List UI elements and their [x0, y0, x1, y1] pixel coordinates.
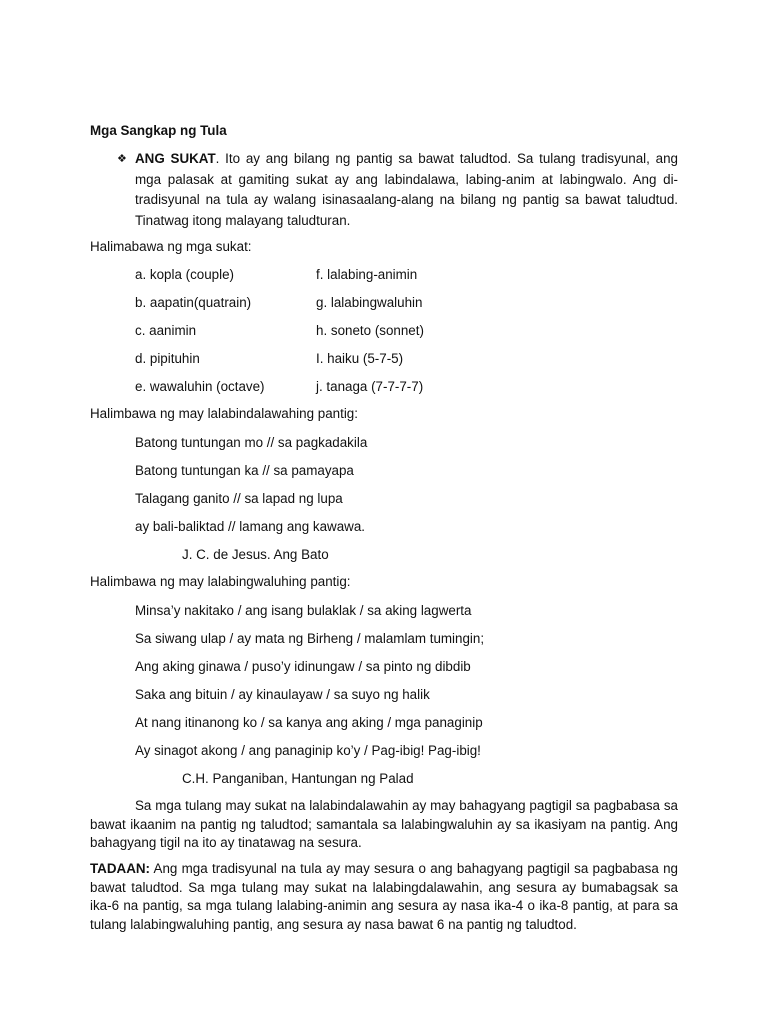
verse-line: Saka ang bituin / ay kinaulayaw / sa suyo ng halik: [135, 687, 430, 702]
example-right-item: f. lalabing-animin: [316, 267, 418, 282]
verse-attribution: J. C. de Jesus. Ang Bato: [182, 547, 329, 562]
halimbawa-sukat-label: Halimabawa ng mga sukat:: [90, 239, 252, 254]
example-left-item: a. kopla (couple): [135, 267, 234, 282]
verse-line: Ang aking ginawa / puso’y idinungaw / sa pinto ng dibdib: [135, 659, 471, 674]
example-left-item: e. wawaluhin (octave): [135, 379, 265, 394]
sukat-definition: [135, 149, 678, 231]
verse-line: Ay sinagot akong / ang panaginip ko’y / Pag-ibig! Pag-ibig!: [135, 743, 481, 758]
tadaan-paragraph: [90, 860, 678, 934]
example-right-item: h. soneto (sonnet): [316, 323, 424, 338]
verse-line: Talagang ganito // sa lapad ng lupa: [135, 491, 343, 506]
halimbawa-12-label: Halimbawa ng may lalabindalawahing pantig:: [90, 406, 358, 421]
verse-line: Minsa’y nakitako / ang isang bulaklak / sa aking lagwerta: [135, 603, 472, 618]
example-left-item: d. pipituhin: [135, 351, 200, 366]
verse-line: ay bali-baliktad // lamang ang kawawa.: [135, 519, 366, 534]
example-right-item: I. haiku (5-7-5): [316, 351, 404, 366]
example-left-item: b. aapatin(quatrain): [135, 295, 252, 310]
diamond-bullet-icon: ❖: [117, 153, 127, 165]
sukat-text: . Ito ay ang bilang ng pantig sa bawat taludtod. Sa tulang tradisyunal, ang mga palasak at gamiting sukat ay ang labindalawa, labing-anim at labingwalo. Ang di-tradisyunal na tula ay walang isinasaalang-alang na bilang ng pantig sa bawat taludtud. Tinatwag itong malayang taludturan.: [135, 151, 678, 228]
pagtigil-paragraph: [90, 797, 678, 853]
page-title: Mga Sangkap ng Tula: [90, 123, 227, 138]
pagtigil-text: Sa mga tulang may sukat na lalabindalawahin ay may bahagyang pagtigil sa pagbabasa sa bawat ikaanim na pantig ng taludtod; samantala sa lalabingwaluhin ay sa ikasiyam na pantig. Ang bahagyang tigil na ito ay tinatawag na sesura.: [90, 798, 678, 850]
example-left-item: c. aanimin: [135, 323, 197, 338]
tadaan-text: Ang mga tradisyunal na tula ay may sesura o ang bahagyang pagtigil sa pagbabasa ng bawat taludtod. Sa mga tulang may sukat na lalabingdalawahin, ang sesura ay bumabagsak sa ika-6 na pantig, sa mga tulang lalabing-animin ang sesura ay nasa ika-4 o ika-8 pantig, at para sa tulang lalabingwaluhing pantig, ang sesura ay nasa bawat 6 na pantig ng taludtod.: [90, 861, 678, 932]
verse-line: At nang itinanong ko / sa kanya ang aking / mga panaginip: [135, 715, 483, 730]
example-right-item: j. tanaga (7-7-7-7): [316, 379, 424, 394]
halimbawa-18-label: Halimbawa ng may lalabingwaluhing pantig:: [90, 574, 351, 589]
verse-line: Batong tuntungan mo // sa pagkadakila: [135, 435, 368, 450]
sukat-term: ANG SUKAT: [135, 151, 216, 166]
example-right-item: g. lalabingwaluhin: [316, 295, 423, 310]
verse-line: Batong tuntungan ka // sa pamayapa: [135, 463, 354, 478]
verse-line: Sa siwang ulap / ay mata ng Birheng / malamlam tumingin;: [135, 631, 485, 646]
verse-attribution: C.H. Panganiban, Hantungan ng Palad: [182, 771, 414, 786]
tadaan-label: TADAAN:: [90, 861, 150, 876]
